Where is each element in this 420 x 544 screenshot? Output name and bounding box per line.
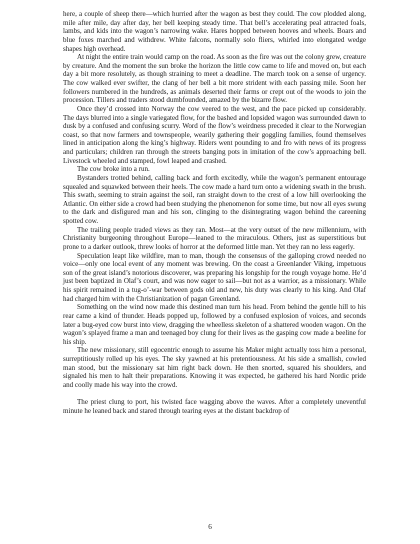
paragraph: The cow broke into a run. — [77, 165, 150, 174]
page-number: 6 — [208, 523, 212, 531]
paragraph: Once they’d crossed into Norway the cow veered to the west, and the pace picked up considerably. The days blurred into a single variegated flow, for the bashed and lopsided wagon was surrounded dawn to dusk by a confused and confusing scurry. Word of the flow’s weirdness preceded it clear to the Norwegian coast, so that now farmers and townspeople, wearily gathering their goggling families, found themselves lined in anticipation along the king’s highway. Riders went pounding to and fro with news of its progress and particulars; children ran through the streets banging pots in imitation of the cow’s approaching bell. Livestock wheeled and stamped, fowl leaped and crashed. — [63, 104, 366, 165]
paragraph: The priest clung to port, his twisted face wagging above the waves. After a completely uneventful minute he leaned back and stared through tearing eyes at the distant backdrop of — [63, 398, 366, 415]
paragraph: At night the entire train would camp on the road. As soon as the fire was out the colony grew, creature by creature. And the moment the sun broke the horizon the little cow came to life and moved on, but each day a bit more resolutely, as though straining to meet a deadline. The march took on a sense of urgency. The cow walked ever swifter, the clang of her bell a bit more strident with each passing mile. Soon her followers numbered in the hundreds, as animals deserted their farms or crept out of the woods to join the procession. Tillers and traders stood dumbfounded, amazed by the bizarre flow. — [63, 53, 366, 105]
paragraph: Something on the wind now made this destined man turn his head. From behind the gentle hill to his rear came a kind of thunder. Heads popped up, followed by a confused explosion of voices, and seconds later a bug-eyed cow burst into view, dragging the wheelless skeleton of a shattered wooden wagon. On the wagon’s splayed frame a man and teenaged boy clung for their lives as the gasping cow made a beeline for his ship. — [63, 303, 366, 346]
paragraph: The new missionary, still egocentric enough to assume his Maker might actually toss him a personal, surreptitiously rolled up his eyes. The sky yawned at his pretentiousness. At his side a smallish, cowled man stood, but the missionary sat him right back down. He then snorted, squared his shoulders, and signaled his men to halt their preparations. Knowing it was expected, he gathered his hard Nordic pride and coolly made his way into the crowd. — [63, 346, 366, 389]
paragraph: Speculation leapt like wildfire, man to man, though the consensus of the galloping crowd needed no voice—only one local event of any moment was brewing. On the coast a Greenlander Viking, impetuous son of the great island’s notorious discoverer, was preparing his longship for the rough voyage home. He’d just been baptized in Olaf’s court, and was now eager to sail—but not as a warrior, as a missionary. While his spirit remained in a tug-o’-war between gods old and new, his duty was clearly to his king. And Olaf had charged him with the Christianization of pagan Greenland. — [63, 251, 366, 303]
body-text — [63, 10, 366, 415]
paragraph: The trailing people traded views as they ran. Most—at the very outset of the new millennium, with Christianity burgeoning throughout Europe—leaned to the miraculous. Others, just as superstitious but prone to a darker outlook, threw looks of horror at the deformed little man. Yet they ran no less eagerly. — [63, 225, 366, 251]
paragraph: here, a couple of sheep there—which hurried after the wagon as best they could. The cow plodded along, mile after mile, day after day, her bell keeping steady time. That bell’s accelerating peal attracted foals, lambs, and kids into the wagon’s narrowing wake. Hares hopped between hooves and wheels. Boars and blue foxes marched and withdrew. White falcons, normally solo fliers, whirled into elongated wedge shapes high overhead. — [63, 10, 366, 53]
paragraph: Bystanders trotted behind, calling back and forth excitedly, while the wagon’s permanent entourage squealed and squawked between their heels. The cow made a hard turn onto a widening swath in the brush. This swath, seeming to strain against the soil, ran straight down to the crest of a low hill overlooking the Atlantic. On either side a crowd had been studying the phenomenon for some time, but now all eyes swung to the dark and disfigured man and his son, clinging to the disintegrating wagon behind the careening spotted cow. — [63, 173, 366, 225]
